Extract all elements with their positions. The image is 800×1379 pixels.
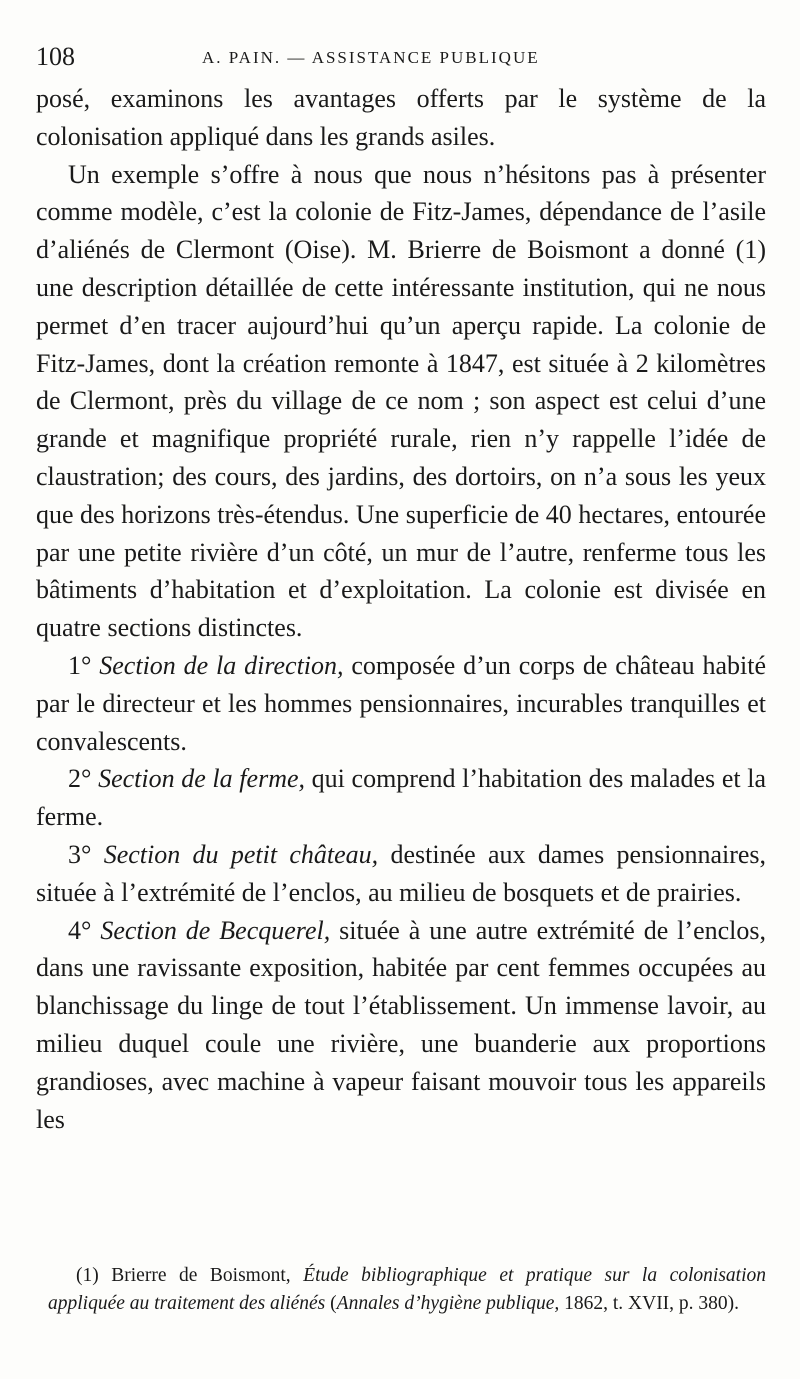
paragraph-fitz-james: Un exemple s’offre à nous que nous n’hésitons pas à présenter comme modèle, c’est la colonie de Fitz-James, dépendance de l’asile d’aliénés de Clermont (Oise). M. Brierre de Boismont a donné (1) une description détaillée de cette intéressante institution, qui ne nous permet d’en tracer aujourd’hui qu’un aperçu rapide. La colonie de Fitz-James, dont la création remonte à 1847, est située à 2 kilomètres de Clermont, près du village de ce nom ; son aspect est celui d’une grande et magnifique propriété rurale, rien n’y rappelle l’idée de claustration; des cours, des jardins, des dortoirs, on n’a sous les yeux que des horizons très-étendus. Une superficie de 40 hectares, entourée par une petite rivière d’un côté, un mur de l’autre, renferme tous les bâtiments d’habitation et d’exploitation. La colonie est divisée en quatre sections distinctes. (36, 159, 766, 643)
footnote-author: Brierre de Boismont, (111, 1265, 291, 1286)
section-title: Section du petit château, (103, 839, 379, 869)
running-head: A. PAIN. — ASSISTANCE PUBLIQUE (202, 48, 540, 67)
body-text (36, 80, 766, 1138)
section-text: destinée aux dames pensionnaires, située à l’extrémité de l’enclos, au milieu de bosquets et de prairies. (36, 839, 767, 907)
paragraph-continuation: posé, examinons les avantages offerts par le système de la colonisation appliqué dans les grands asiles. (36, 84, 766, 151)
footnote-journal: Annales d’hygiène publique, (336, 1293, 560, 1314)
footnote-details: 1862, t. XVII, p. 380). (564, 1293, 740, 1314)
page-header (36, 42, 766, 72)
section-number: 2° (68, 764, 92, 794)
footnote (48, 1262, 766, 1318)
footnote-marker: (1) (76, 1265, 99, 1286)
section-title: Section de la ferme, (98, 764, 306, 794)
section-item-becquerel (36, 912, 766, 1139)
section-number: 3° (68, 839, 92, 869)
section-title: Section de Becquerel, (100, 915, 331, 945)
footnote-title: Étude bibliographique et pratique sur la colonisation appliquée au traitement des aliénés (48, 1265, 767, 1314)
section-text: qui comprend l’habitation des malades et la ferme. (36, 764, 766, 832)
section-number: 1° (68, 650, 92, 680)
footnote-paren-open: ( (330, 1293, 337, 1314)
section-text: composée d’un corps de château habité par le directeur et les hommes pensionnaires, incurables tranquilles et convalescents. (36, 650, 767, 756)
section-title: Section de la direction, (99, 650, 344, 680)
section-number: 4° (68, 915, 92, 945)
page-number: 108 (36, 42, 75, 71)
section-item-petit-chateau (36, 836, 766, 912)
section-item-ferme (36, 760, 766, 836)
section-item-direction (36, 647, 766, 760)
section-text: située à une autre extrémité de l’enclos, dans une ravissante exposition, habitée par cent femmes occupées au blanchissage du linge de tout l’établissement. Un immense lavoir, au milieu duquel coule une rivière, une buanderie aux proportions grandioses, avec machine à vapeur faisant mouvoir tous les appareils les (36, 915, 766, 1134)
